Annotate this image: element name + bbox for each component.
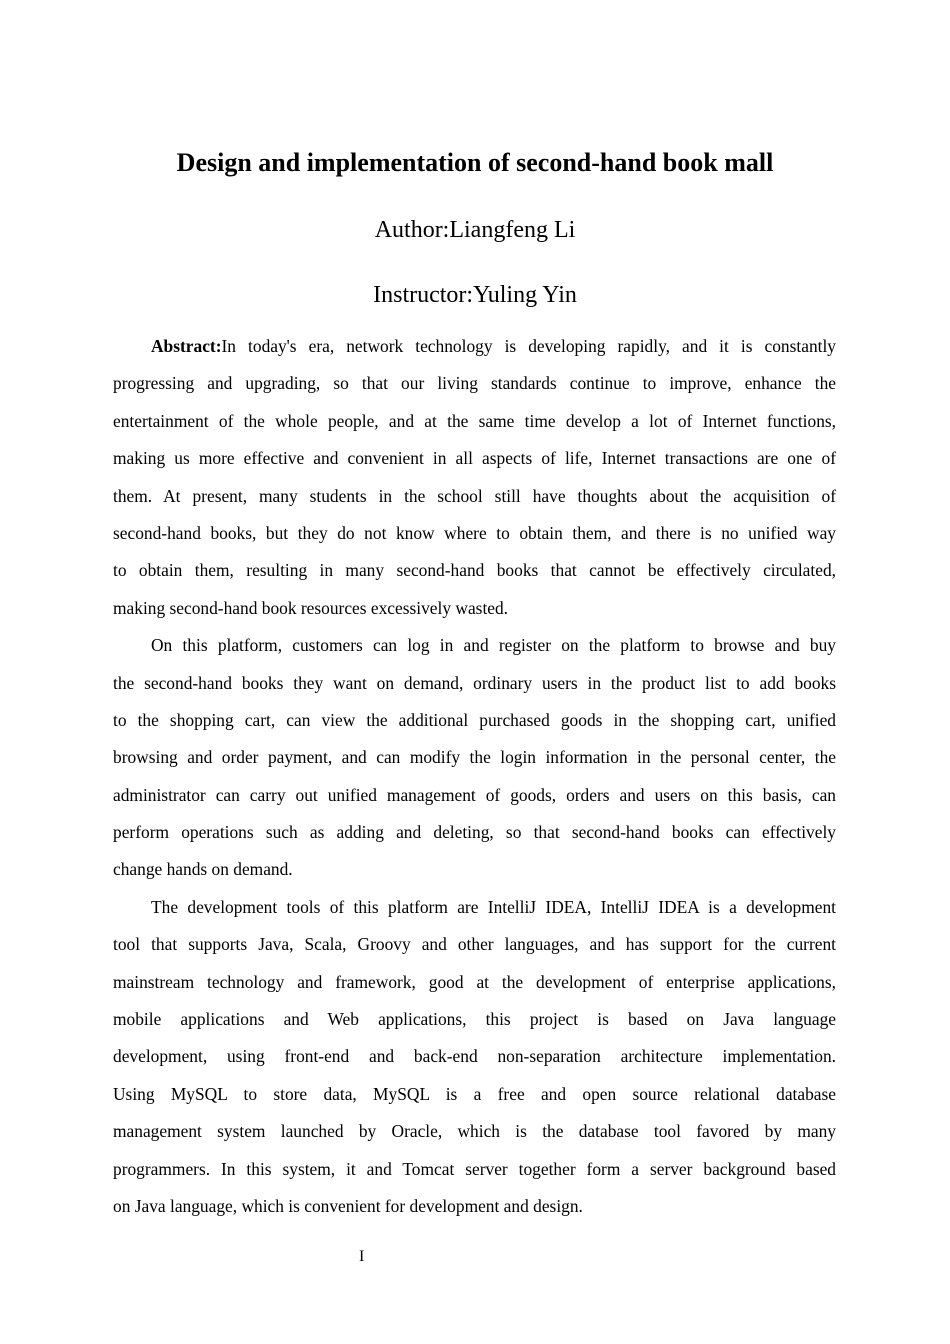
- document-title: Design and implementation of second-hand book mall: [176, 148, 774, 177]
- text-line: Abstract:In today's era, network technology is developing rapidly, and it is constantly: [151, 336, 836, 356]
- text-line: making second-hand book resources excessively wasted.: [113, 597, 509, 618]
- abstract-body: [113, 328, 836, 1225]
- abstract-paragraph-1: [113, 328, 836, 627]
- text-line: them. At present, many students in the school still have thoughts about the acquisition of: [113, 485, 836, 506]
- text-line: to the shopping cart, can view the additional purchased goods in the shopping cart, unified: [113, 709, 836, 730]
- text-line: The development tools of this platform are IntelliJ IDEA, IntelliJ IDEA is a development: [151, 896, 836, 917]
- text-line: mainstream technology and framework, good at the development of enterprise applications,: [113, 971, 836, 992]
- text-line: perform operations such as adding and deleting, so that second-hand books can effectively: [113, 822, 836, 843]
- abstract-paragraph-3: [113, 889, 836, 1226]
- text-line: mobile applications and Web applications, this project is based on Java language: [113, 1009, 836, 1030]
- text-line: browsing and order payment, and can modify the login information in the personal center, the: [113, 747, 836, 768]
- text-line: On this platform, customers can log in and register on the platform to browse and buy: [151, 635, 836, 656]
- text-line: programmers. In this system, it and Tomcat server together form a server background based: [113, 1158, 836, 1179]
- text-line: management system launched by Oracle, which is the database tool favored by many: [113, 1121, 836, 1142]
- abstract-paragraph-2: [113, 627, 836, 889]
- text-line: second-hand books, but they do not know where to obtain them, and there is no unified way: [113, 522, 836, 543]
- text-line: Using MySQL to store data, MySQL is a free and open source relational database: [113, 1083, 836, 1104]
- text-line: to obtain them, resulting in many second-hand books that cannot be effectively circulated,: [113, 560, 836, 581]
- text-line: entertainment of the whole people, and at the same time develop a lot of Internet functions,: [113, 410, 836, 431]
- author-line: Author:Liangfeng Li: [374, 217, 576, 243]
- text-line: progressing and upgrading, so that our living standards continue to improve, enhance the: [113, 373, 836, 394]
- text-line: tool that supports Java, Scala, Groovy and other languages, and has support for the current: [113, 934, 836, 955]
- text-line: the second-hand books they want on demand, ordinary users in the product list to add books: [113, 672, 836, 693]
- text-line: administrator can carry out unified management of goods, orders and users on this basis, can: [113, 784, 836, 805]
- instructor-line: Instructor:Yuling Yin: [373, 282, 577, 308]
- page-number: I: [359, 1248, 365, 1265]
- text-line: change hands on demand.: [113, 859, 293, 880]
- abstract-label: Abstract:: [151, 336, 222, 356]
- text-line: development, using front-end and back-end non-separation architecture implementation.: [113, 1046, 836, 1067]
- text-line: on Java language, which is convenient for development and design.: [113, 1195, 583, 1216]
- text-line: making us more effective and convenient in all aspects of life, Internet transactions are one of: [113, 448, 836, 469]
